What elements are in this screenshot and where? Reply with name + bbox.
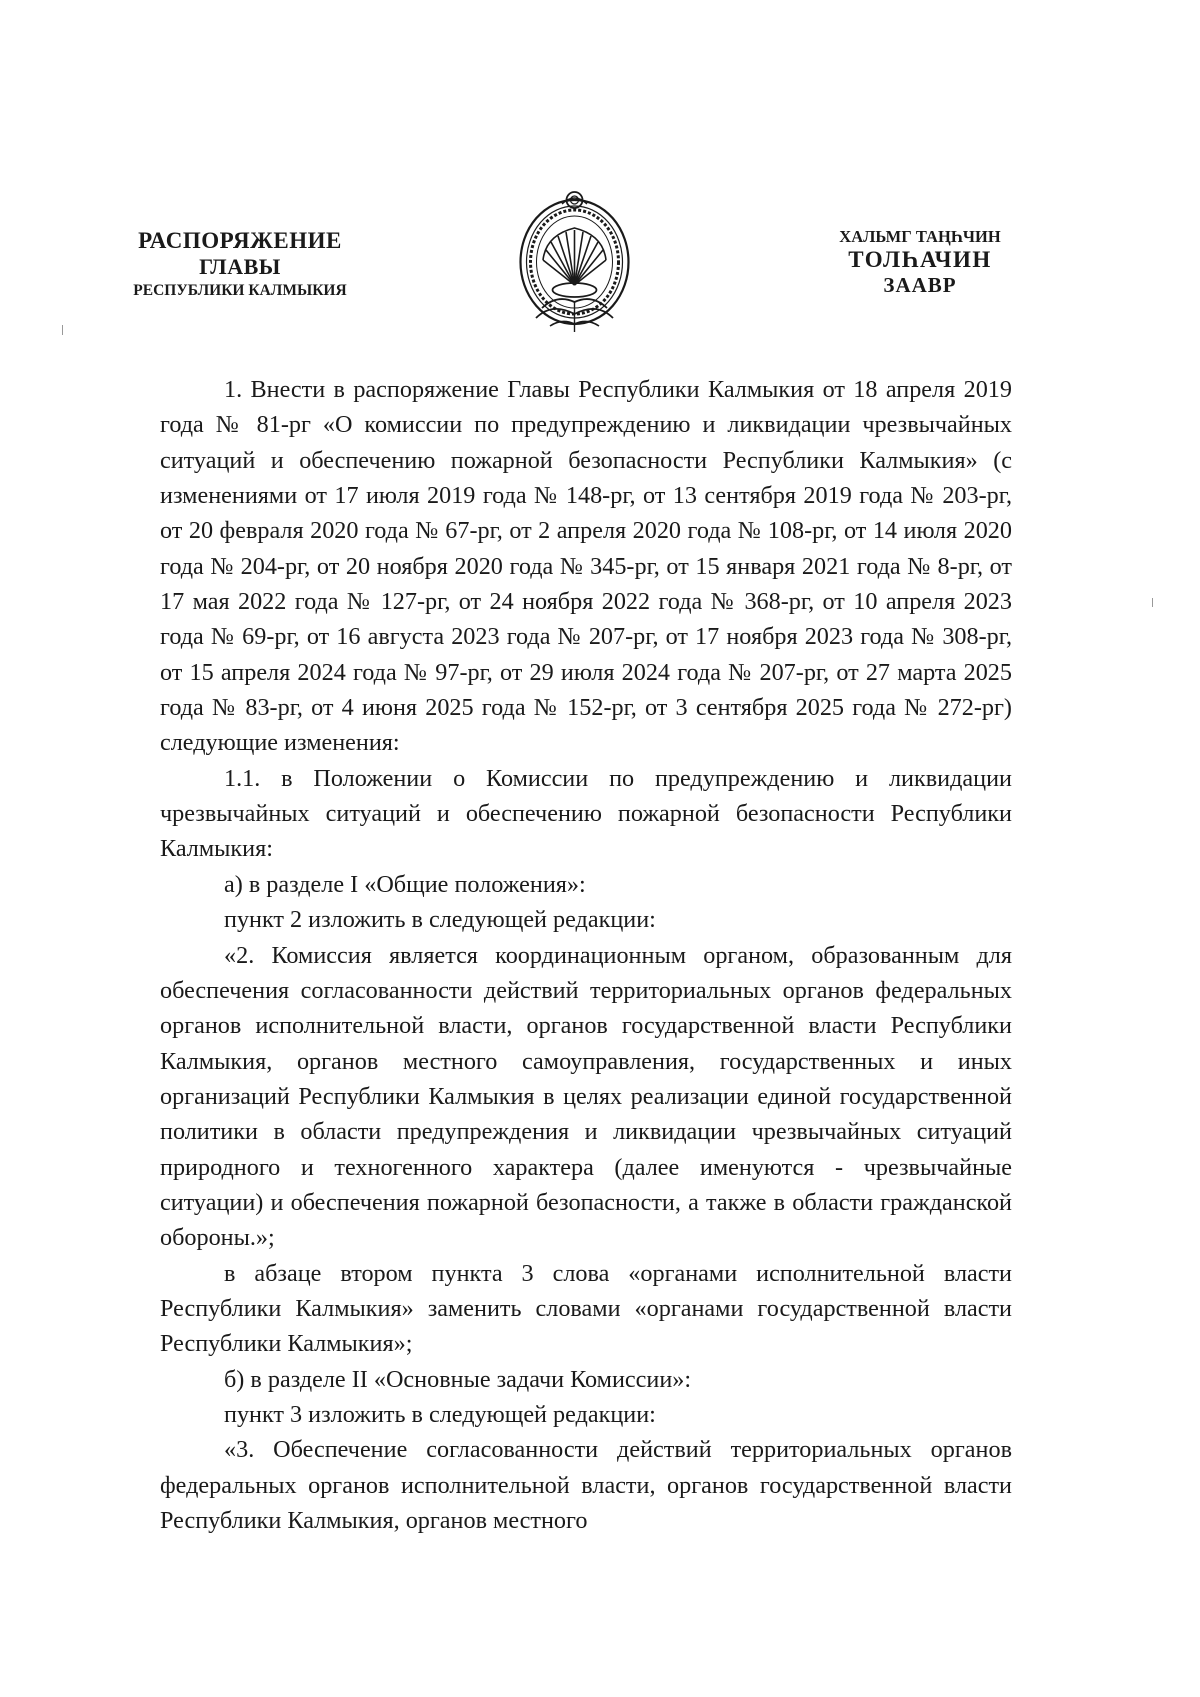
paragraph-2: 1.1. в Положении о Комиссии по предупреждению и ликвидации чрезвычайных ситуаций и обеспечению пожарной безопасности Республики Калмыкия: [160, 764, 1012, 863]
paragraph-1: 1. Внести в распоряжение Главы Республики Калмыкия от 18 апреля 2019 года № 81-рг «О комиссии по предупреждению и ликвидации чрезвычайных ситуаций и обеспечению пожарной безопасности Республики Калмыкия» (с изменениями от 17 июля 2019 года № 148-рг, от 13 сентября 2019 года № 203-рг, от 20 февраля 2020 года № 67-рг, от 2 апреля 2020 года № 108-рг, от 14 июля 2020 года № 204-рг, от 20 ноября 2020 года № 345-рг, от 15 января 2021 года № 8-рг, от 17 мая 2022 года № 127-рг, от 24 ноября 2022 года № 368-рг, от 10 апреля 2023 года № 69-рг, от 16 августа 2023 года № 207-рг, от 17 ноября 2023 года № 308-рг, от 15 апреля 2024 года № 97-рг, от 29 июля 2024 года № 207-рг, от 27 марта 2025 года № 83-рг, от 4 июня 2025 года № 152-рг, от 3 сентября 2025 года № 272-рг) следующие изменения: [160, 376, 1012, 757]
scan-artifact [1152, 598, 1153, 607]
paragraph-3: а) в разделе I «Общие положения»: [224, 870, 586, 898]
paragraph-5: «2. Комиссия является координационным органом, образованным для обеспечения согласованности действий территориальных органов федеральных органов исполнительной власти, органов государственной власти Республики Калмыкия, органов местного самоуправления, государственных и иных организаций Республики Калмыкия в целях реализации единой государственной политики в области предупреждения и ликвидации чрезвычайных ситуаций природного и техногенного характера (далее именуются - чрезвычайные ситуации) и обеспечения пожарной безопасности, а также в области гражданской обороны.»; [160, 941, 1012, 1252]
header-left-title: РАСПОРЯЖЕНИЕ [138, 228, 342, 253]
header-right-subtitle: ЗААВР [883, 273, 957, 298]
paragraph-8: пункт 3 изложить в следующей редакции: [224, 1400, 656, 1428]
header-right-region: ХАЛЬМГ ТАҢҺЧИН [839, 227, 1001, 246]
header-left-subtitle: ГЛАВЫ [199, 254, 281, 280]
scan-artifact [62, 325, 63, 335]
header-right-title: ТОЛҺАЧИН [848, 246, 992, 272]
paragraph-9: «3. Обеспечение согласованности действий территориальных органов федеральных органов исполнительной власти, органов государственной власти Республики Калмыкия, органов местного [160, 1436, 1012, 1534]
header-left-region: РЕСПУБЛИКИ КАЛМЫКИЯ [133, 281, 347, 299]
header-right-block [810, 228, 1030, 298]
header-left-block [95, 228, 385, 300]
paragraph-7: б) в разделе II «Основные задачи Комиссии»: [224, 1365, 692, 1393]
kalmykia-coat-of-arms-icon [512, 190, 637, 338]
document-body [160, 372, 1012, 1538]
paragraph-4: пункт 2 изложить в следующей редакции: [224, 906, 656, 934]
paragraph-6: в абзаце втором пункта 3 слова «органами исполнительной власти Республики Калмыкия» заменить словами «органами государственной власти Республики Калмыкия»; [160, 1259, 1012, 1358]
